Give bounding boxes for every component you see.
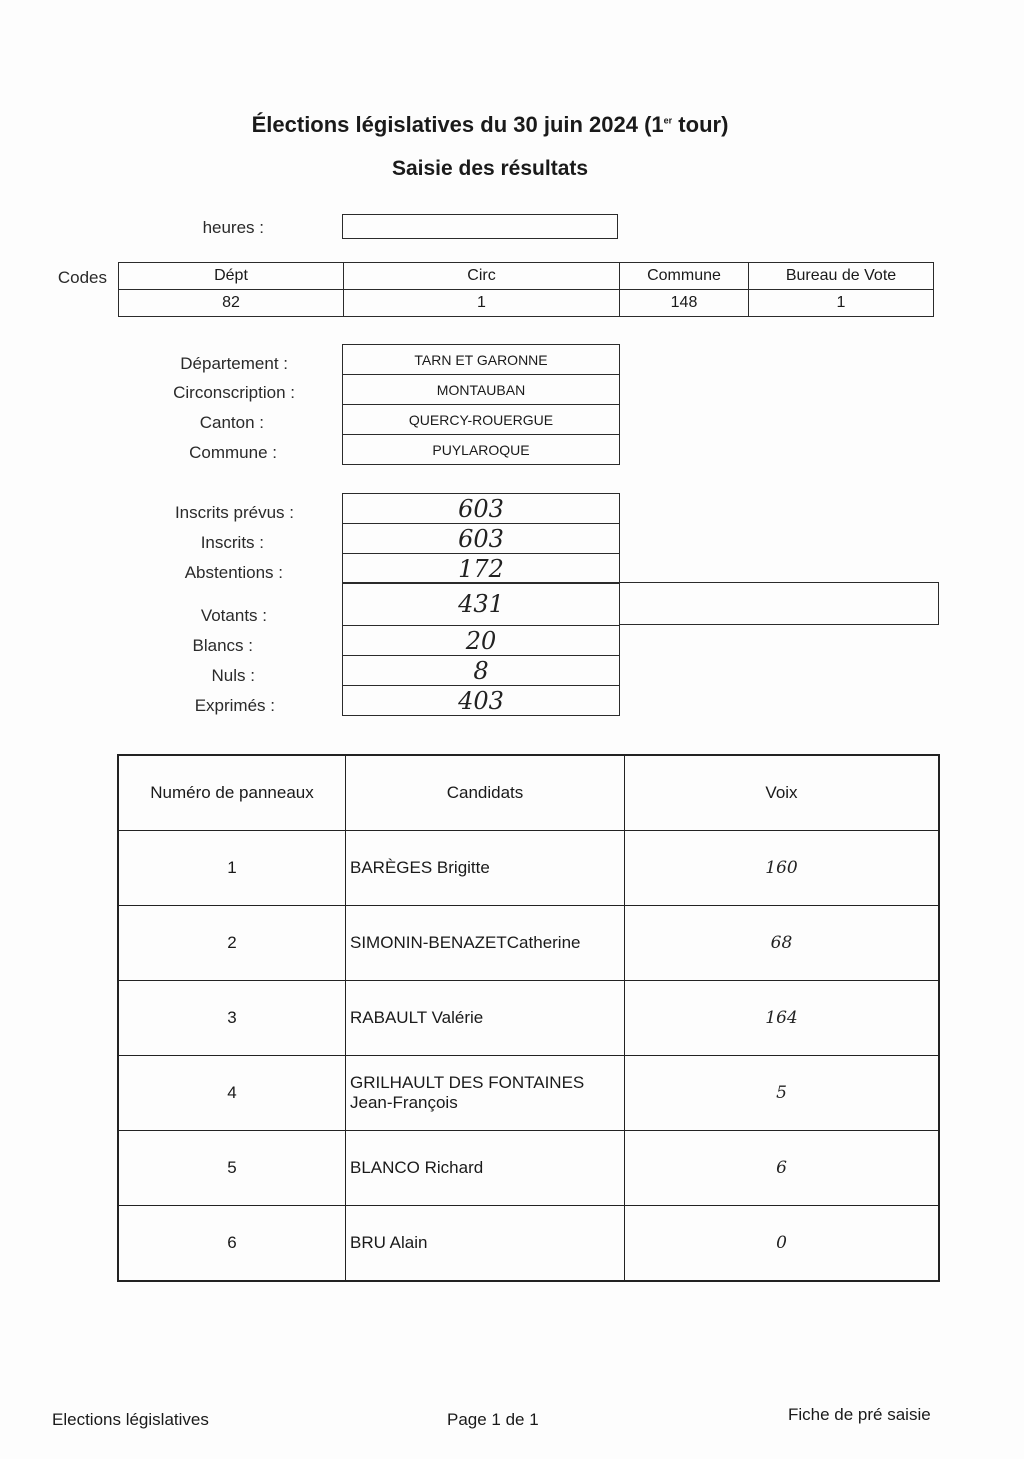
codes-header-commune: Commune [620, 263, 749, 290]
nuls-value[interactable]: 8 [343, 656, 620, 686]
results-table [117, 754, 940, 1282]
panneau-number: 3 [118, 981, 346, 1056]
blancs-value[interactable]: 20 [343, 626, 620, 656]
inscrits-prevus-label: Inscrits prévus : [174, 503, 294, 522]
blancs-label: Blancs : [192, 636, 253, 655]
departement-value[interactable]: TARN ET GARONNE [343, 345, 620, 375]
footer-page-number: Page 1 de 1 [447, 1410, 539, 1429]
exprimes-label: Exprimés : [194, 696, 275, 715]
inscrits-label: Inscrits : [200, 533, 264, 552]
table-row [118, 831, 939, 906]
codes-header-dept: Dépt [119, 263, 344, 290]
candidate-name-cell [346, 1056, 625, 1131]
circonscription-label: Circonscription : [173, 383, 295, 402]
codes-value-dept[interactable]: 82 [119, 290, 344, 317]
abstentions-label: Abstentions : [184, 563, 283, 582]
inscrits-prevus-value[interactable]: 603 [343, 494, 620, 524]
candidate-name: SIMONIN-BENAZETCatherine [346, 906, 625, 981]
header-voix: Voix [625, 755, 940, 831]
table-row [118, 1056, 939, 1131]
codes-value-commune[interactable]: 148 [620, 290, 749, 317]
votants-value[interactable]: 431 [343, 583, 620, 626]
location-table [342, 344, 620, 465]
panneau-number: 2 [118, 906, 346, 981]
codes-header-row [119, 263, 934, 290]
stats-table-top [342, 493, 620, 584]
commune-value[interactable]: PUYLAROQUE [343, 435, 620, 465]
abstentions-value[interactable]: 172 [343, 554, 620, 584]
table-row [118, 1131, 939, 1206]
votes-value[interactable]: 0 [625, 1206, 940, 1282]
candidate-name: BLANCO Richard [346, 1131, 625, 1206]
candidate-name: BRU Alain [346, 1206, 625, 1282]
votants-extension-box [619, 582, 939, 625]
stats-table-bottom [342, 582, 620, 716]
codes-value-bureau[interactable]: 1 [749, 290, 934, 317]
circonscription-value[interactable]: MONTAUBAN [343, 375, 620, 405]
panneau-number: 6 [118, 1206, 346, 1282]
votes-value[interactable]: 164 [625, 981, 940, 1056]
votants-label: Votants : [200, 606, 267, 625]
exprimes-value[interactable]: 403 [343, 686, 620, 716]
departement-label: Département : [180, 354, 288, 373]
codes-header-bureau: Bureau de Vote [749, 263, 934, 290]
canton-label: Canton : [199, 413, 264, 432]
codes-table [118, 262, 934, 317]
header-candidats: Candidats [346, 755, 625, 831]
candidate-name: GRILHAULT DES FONTAINES [350, 1073, 585, 1092]
candidate-name: RABAULT Valérie [346, 981, 625, 1056]
title-superscript: er [663, 115, 673, 126]
candidate-name-line2: Jean-François [350, 1093, 458, 1112]
nuls-label: Nuls : [211, 666, 255, 685]
votes-value[interactable]: 6 [625, 1131, 940, 1206]
panneau-number: 4 [118, 1056, 346, 1131]
candidate-name: BARÈGES Brigitte [346, 831, 625, 906]
results-header-row [118, 755, 939, 831]
inscrits-value[interactable]: 603 [343, 524, 620, 554]
page-subtitle: Saisie des résultats [391, 157, 589, 180]
panneau-number: 5 [118, 1131, 346, 1206]
codes-label: Codes [57, 268, 107, 287]
footer-left: Elections législatives [52, 1410, 209, 1429]
table-row [118, 1206, 939, 1282]
header-panneau: Numéro de panneaux [118, 755, 346, 831]
heures-label: heures : [202, 218, 264, 237]
heures-field[interactable] [342, 214, 618, 239]
canton-value[interactable]: QUERCY-ROUERGUE [343, 405, 620, 435]
panneau-number: 1 [118, 831, 346, 906]
codes-value-circ[interactable]: 1 [344, 290, 620, 317]
votes-value[interactable]: 160 [625, 831, 940, 906]
codes-value-row [119, 290, 934, 317]
votes-value[interactable]: 68 [625, 906, 940, 981]
votes-value[interactable]: 5 [625, 1056, 940, 1131]
footer-right: Fiche de pré saisie [788, 1405, 931, 1424]
commune-label: Commune : [189, 443, 277, 462]
codes-header-circ: Circ [344, 263, 620, 290]
table-row [118, 906, 939, 981]
table-row [118, 981, 939, 1056]
page-title: Élections législatives du 30 juin 2024 (1er tour) [251, 112, 729, 137]
